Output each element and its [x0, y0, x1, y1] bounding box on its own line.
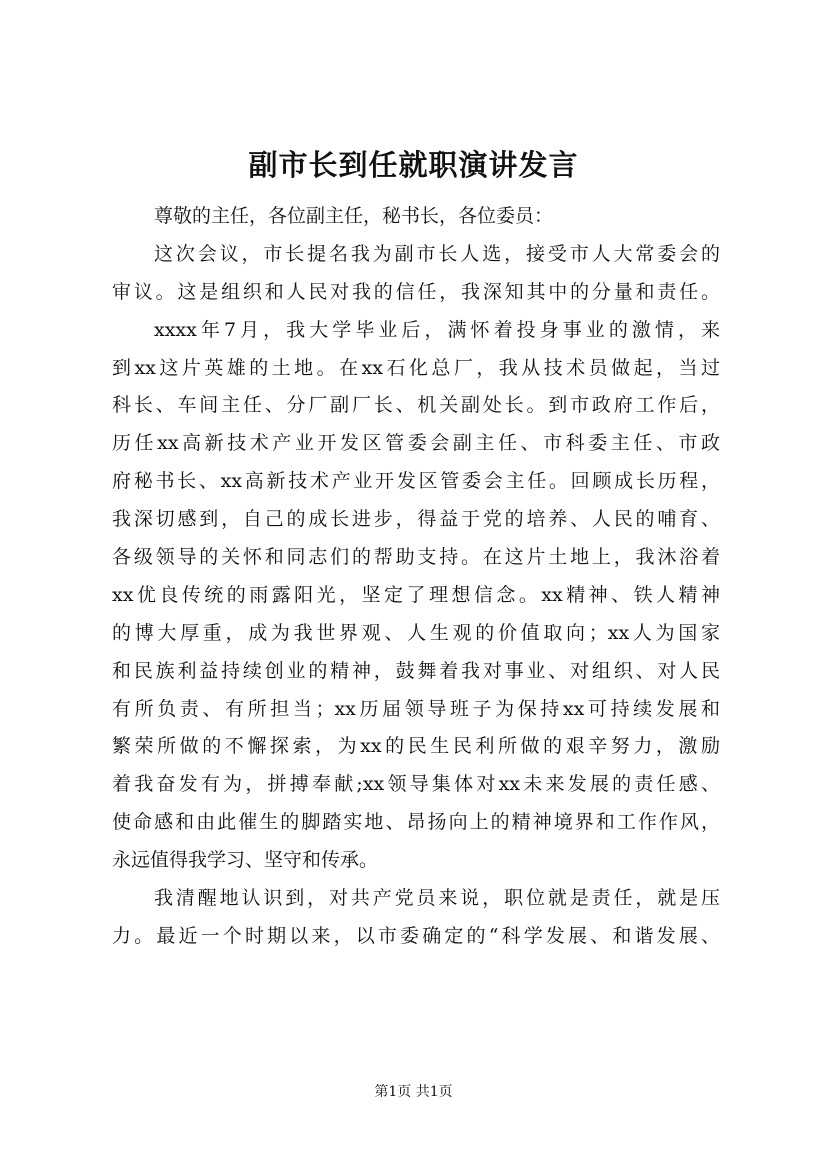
- body-line: xxxx年7月，我大学毕业后，满怀着投身事业的激情，来: [154, 318, 720, 341]
- body-line: 科长、车间主任、分厂副厂长、机关副处长。到市政府工作后，: [112, 394, 720, 417]
- body-line: 力。最近一个时期以来，以市委确定的“科学发展、和谐发展、: [112, 924, 720, 947]
- body-line: 和民族利益持续创业的精神，鼓舞着我对事业、对组织、对人民: [112, 659, 720, 682]
- body-line: 到xx这片英雄的土地。在xx石化总厂，我从技术员做起，当过: [112, 356, 720, 379]
- body-line: 这次会议，市长提名我为副市长人选，接受市人大常委会的: [154, 242, 720, 265]
- body-line: 永远值得我学习、坚守和传承。: [112, 849, 379, 872]
- body-line: 府秘书长、xx高新技术产业开发区管委会主任。回顾成长历程，: [112, 470, 720, 493]
- body-line: 我深切感到，自己的成长进步，得益于党的培养、人民的哺育、: [112, 508, 720, 531]
- body-line: 尊敬的主任，各位副主任，秘书长，各位委员：: [154, 205, 554, 227]
- body-line: 着我奋发有为，拼搏奉献;xx领导集体对xx未来发展的责任感、: [112, 773, 720, 796]
- body-line: 审议。这是组织和人民对我的信任，我深知其中的分量和责任。: [112, 280, 720, 303]
- body-line: xx优良传统的雨露阳光，坚定了理想信念。xx精神、铁人精神: [112, 583, 720, 606]
- body-line: 有所负责、有所担当；xx历届领导班子为保持xx可持续发展和: [112, 697, 720, 720]
- body-line: 繁荣所做的不懈探索，为xx的民生民利所做的艰辛努力，激励: [112, 735, 720, 758]
- body-line: 使命感和由此催生的脚踏实地、昂扬向上的精神境界和工作作风，: [112, 811, 720, 834]
- body-line: 各级领导的关怀和同志们的帮助支持。在这片土地上，我沐浴着: [112, 546, 720, 569]
- document-body: [112, 198, 720, 956]
- body-line: 的博大厚重，成为我世界观、人生观的价值取向；xx人为国家: [112, 621, 720, 644]
- body-line: 我清醒地认识到，对共产党员来说，职位就是责任，就是压: [154, 887, 720, 910]
- page-footer: 第1页 共1页: [374, 1084, 453, 1100]
- body-line: 历任xx高新技术产业开发区管委会副主任、市科委主任、市政: [112, 432, 720, 455]
- document-title: 副市长到任就职演讲发言: [248, 148, 579, 182]
